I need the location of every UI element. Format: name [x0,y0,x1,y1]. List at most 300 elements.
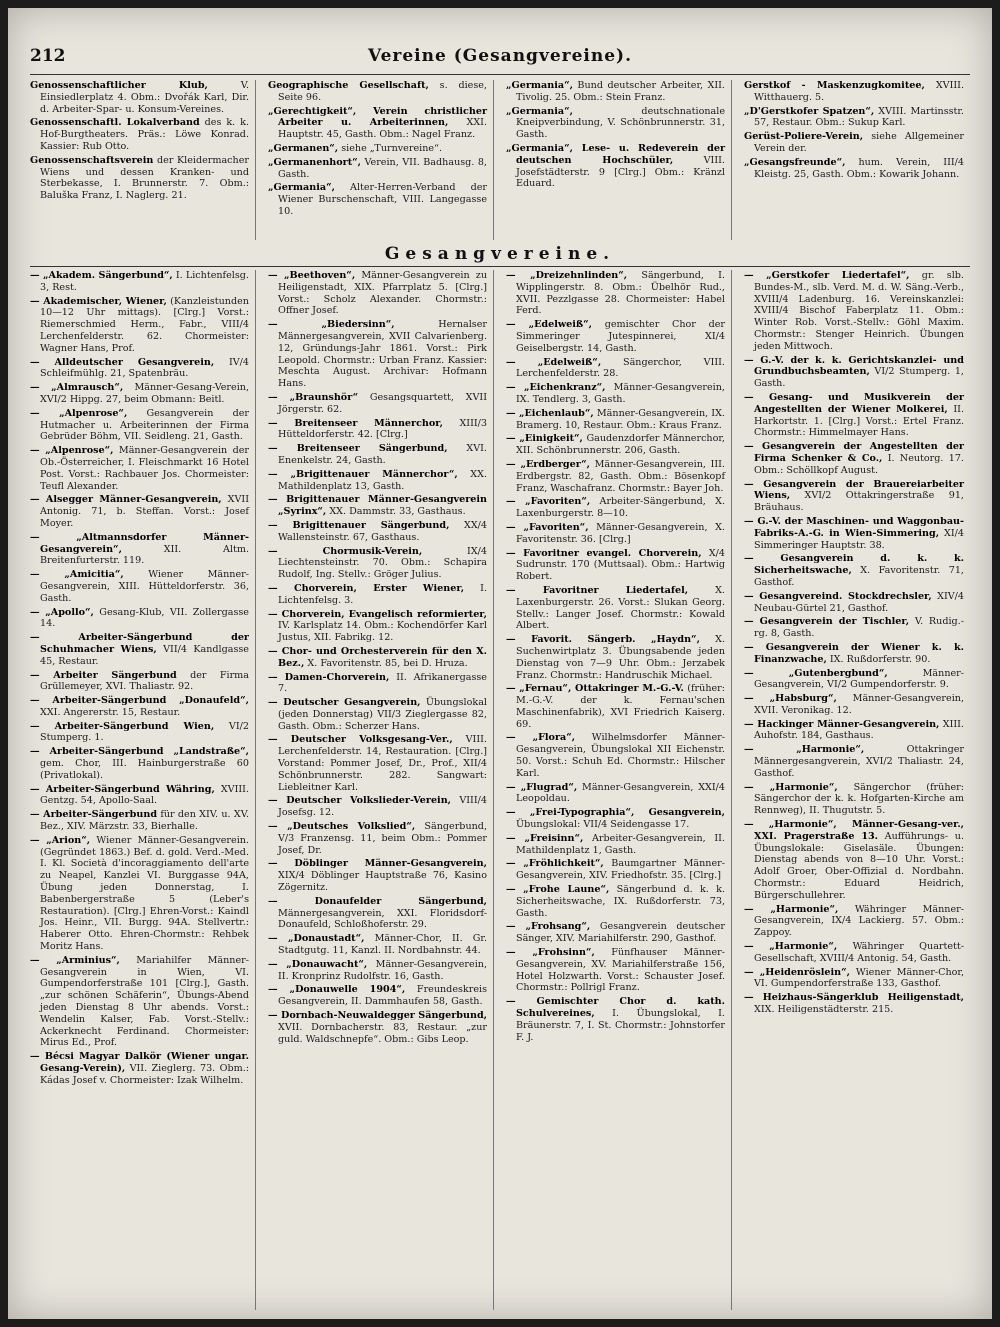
directory-entry [268,80,487,104]
directory-entry [506,634,725,681]
directory-entry [506,782,725,806]
main-column-3 [506,270,732,1310]
entry-text: Männer-Gesangverein, XVII. Veronikag. 12. [754,693,964,716]
directory-entry [30,532,249,567]
entry-text: Sängerchor (früher: Sängerchor der k. k. Hofgarten-Kirche am Rennweg), II. Thugutstr. 5. [754,781,964,817]
directory-entry [268,1010,487,1045]
directory-entry [30,270,249,294]
entry-name: „Germania“, [506,105,573,117]
entry-name: — „Heidenröslein“, [744,966,850,978]
entry-text: XIX/4 Döblinger Hauptstraße 76, Kasino Zögernitz. [278,870,487,894]
entry-name: — Favorit. Sängerb. „Haydn“, [506,634,700,646]
entry-text: Männer-Gesangverein, IX. Tendlerg. 3, Gasth. [516,382,725,405]
entry-name: „Gerechtigkeit“, Verein christlicher Arbeiter u. Arbeiterinnen, [268,105,487,129]
entry-text: Währinger Quartett-Gesellschaft, XVIII/4 Antonig. 54, Gasth. [754,941,964,964]
entry-text: XVII Antonig. 71, b. Steffan. Vorst.: Josef Moyer. [40,494,249,529]
entry-name: — „Erdberger“, [506,458,591,470]
directory-entry [268,933,487,957]
directory-entry [506,459,725,494]
directory-entry [744,992,964,1016]
directory-entry [506,833,725,857]
directory-entry [268,270,487,317]
entry-name: — Chor- und Orchesterverein für den X. Bez., [268,645,487,669]
directory-entry [268,583,487,607]
entry-name: — „Deutsches Volkslied“, [268,821,416,833]
entry-name: — „Harmonie“, [744,781,838,793]
entry-name: — Gesangverein der Tischler, [744,616,910,628]
entry-text: gemischter Chor der Simmeringer Jutespinnerei, XI/4 Geiselbergstr. 14, Gasth. [516,319,725,354]
entry-text: X. Favoritenstr. 71, Gasthof. [754,565,964,588]
entry-text: XX. Mathildenplatz 13, Gasth. [278,468,487,492]
entry-name: „Germania“, [268,182,335,194]
entry-name: — „Eichenlaub“, [506,407,594,419]
main-column-1 [30,270,256,1310]
entry-text: s. diese, Seite 96. [278,80,487,103]
entry-text: X. Favoritenstr. 85, bei D. Hruza. [307,657,468,669]
entry-text: XIII/3 Hütteldorferstr. 42. [Clrg.] [278,417,487,441]
directory-entry [30,955,249,1049]
directory-entry [506,884,725,919]
entry-name: — „Gutenbergbund“, [744,667,888,679]
top-column-4 [744,80,970,240]
directory-entry [30,746,249,781]
directory-entry [744,819,964,902]
directory-entry [506,270,725,317]
entry-name: — „Harmonie“, [744,941,838,953]
entry-name: — „Favoriten“, [506,496,591,508]
entry-text: XX. Dammstr. 33, Gasthaus. [329,506,466,518]
entry-text: Bund deutscher Arbeiter, XII. Tivolig. 25. Obm.: Stein Franz. [516,80,725,103]
directory-entry [268,795,487,819]
entry-text: Männer-Gesangverein zu Heiligenstadt, XIX. Pfarrplatz 5. [Clrg.] Vorst.: Scholz Alexander. Chormstr.: Offner Josef. [278,270,487,317]
entry-text: VII. Zieglerg. 73. Obm.: Kádas Josef v. Chormeister: Izak Wilhelm. [40,1063,249,1086]
entry-name: — Favoritner Liedertafel, [506,584,689,596]
directory-entry [268,609,487,644]
entry-text: Wiener Männer-Chor, VI. Gumpendorferstraße 133, Gasthof. [754,966,964,990]
entry-text: XXI. Hauptstr. 45, Gasth. Obm.: Nagel Franz. [278,117,487,141]
directory-entry [30,494,249,529]
directory-entry [30,357,249,381]
entry-text: Männer-Gesangverein, VI/2 Gumpendorferstr. 9. [754,667,964,691]
entry-text: I. Neutorg. 17. Obm.: Schöllkopf August. [754,452,964,476]
entry-name: — „Dreizehnlinden“, [506,270,628,281]
entry-text: Sängerchor, VIII. Lerchenfelderstr. 28. [516,356,725,380]
entry-text: (Kanzleistunden 10—12 Uhr mittags). [Clrg.] Vorst.: Riemerschmied Herm., Fabr., VIII/4 Lerchenfelderstr. 62. Chormeister: Wagner Hans, Prof. [40,295,249,354]
entry-name: — Bécsi Magyar Dalkör (Wiener ungar. Gesang-Verein), [30,1051,249,1074]
entry-name: Genossenschaftsverein [30,154,154,166]
entry-name: — Donaufelder Sängerbund, [268,895,487,907]
directory-entry [30,408,249,443]
entry-name: — „Brigittenauer Männerchor“, [268,468,458,480]
entry-name: — Gesang- und Musikverein der Angestellten der Wiener Molkerei, [744,391,964,415]
entry-text: siehe Allgemeiner Verein der. [754,131,964,154]
entry-text: Hernalser Männergesangverein, XVII Calvarienberg. 12, Gründungs-Jahr 1861. Vorst.: Pirk Leopold. Chormstr.: Urban Franz. Kassier: Meschta August. Archivar: Hofmann Hans. [278,319,487,390]
entry-name: Gerüst-Poliere-Verein, [744,131,864,143]
directory-entry [30,784,249,808]
entry-name: — Hackinger Männer-Gesangverein, [744,718,940,730]
entry-text: Männer-Gesangverein, X. Favoritenstr. 36. [Clrg.] [516,521,725,545]
entry-text: XIX. Heiligenstädterstr. 215. [754,1004,894,1016]
entry-text: Arbeiter-Gesangverein, II. Mathildenplatz 1, Gasth. [516,832,725,856]
entry-name: — Alsegger Männer-Gesangverein, [30,494,222,506]
entry-text: Fünfhauser Männer-Gesangverein, XV. Mariahilferstraße 156, Hotel Holzwarth. Vorst.: Schauster Josef. Chormstr.: Pollrigl Franz. [516,947,725,994]
entry-text: Wilhelmsdorfer Männer-Gesangverein, Übungslokal XII Eichenstr. 50. Vorst.: Schuh Ed. Chormstr.: Hilscher Karl. [516,732,725,779]
entry-text: XIV/4 Neubau-Gürtel 21, Gasthof. [754,590,964,614]
directory-entry [268,106,487,141]
entry-name: — Arbeiter-Sängerbund der Schuhmacher Wiens, [30,632,249,655]
directory-entry [268,418,487,442]
entry-name: — „Biedersinn“, [268,319,395,331]
entry-name: — Gesangverein der Wiener k. k. Finanzwache, [744,641,964,665]
directory-entry [506,548,725,583]
directory-entry [30,296,249,355]
entry-text: I. Übungslokal, I. Bräunerstr. 7, I. St. Chormstr.: Johnstorfer F. J. [516,1008,725,1043]
entry-text: V. Rudig.-rg. 8, Gasth. [754,616,964,640]
running-title: Vereine (Gesangvereine). [367,46,633,66]
entry-name: — Chorverein, Erster Wiener, [268,582,465,594]
directory-entry [30,721,249,745]
entry-name: Genossenschaftl. Lokalverband [30,117,200,129]
directory-entry [744,782,964,817]
entry-name: — „Almrausch“, [30,382,124,394]
entry-name: — „Donaustadt“, [268,933,365,945]
entry-text: XVIII. Gentzg. 54, Apollo-Saal. [40,783,249,807]
directory-entry [268,646,487,670]
directory-entry [30,695,249,719]
entry-text: des k. k. Hof-Burgtheaters. Präs.: Löwe Konrad. Kassier: Rub Otto. [40,117,249,152]
main-entry-columns [30,270,970,1310]
entry-text: V. Einsiedlerplatz 4. Obm.: Dvořák Karl, Dir. d. Arbeiter-Spar- u. Konsum-Vereines. [40,80,249,115]
entry-name: — „Harmonie“, [744,903,839,915]
entry-name: — Arbeiter-Sängerbund [30,809,158,821]
directory-entry [30,382,249,406]
entry-text: hum. Verein, III/4 Kleistg. 25, Gasth. Obm.: Kowarik Johann. [754,156,964,180]
entry-text: gr. slb. Bundes-M., slb. Verd. M. d. W. Säng.-Verb., XVIII/4 Ladenburg. 16. Vereinskanzlei: XVIII/4 Bischof Faberplatz 11. Obm.: Winter Rob. Vorst.-Stellv.: Göhl Maxim. Chormstr.: Stenger Heinrich. Übungen jeden Mittwoch. [754,270,964,352]
entry-text: Verein, VII. Badhausg. 8, Gasth. [278,156,487,180]
directory-entry [744,479,964,514]
directory-entry [506,382,725,406]
directory-entry [744,131,964,155]
entry-name: — G.-V. der Maschinen- und Waggonbau-Fabriks-A.-G. in Wien-Simmering, [744,515,964,539]
entry-text: II. Harkortstr. 1. [Clrg.] Vorst.: Ertel Franz. Chormstr.: Himmelmayer Hans. [754,403,964,439]
entry-name: „Germania“, [506,80,573,91]
entry-text: Freundeskreis Gesangverein, II. Dammhaufen 58, Gasth. [278,984,487,1008]
directory-entry [268,672,487,696]
entry-text: gem. Chor, III. Hainburgerstraße 60 (Privatlokal). [40,758,249,781]
entry-name: — „Favoriten“, [506,521,589,533]
directory-entry [30,809,249,833]
entry-name: — Alldeutscher Gesangverein, [30,356,215,368]
entry-text: VI/2 Stumperg. 1. [40,720,249,744]
entry-name: „D'Gerstkofer Spatzen“, [744,105,875,117]
entry-name: — „Fernau“, Ottakringer M.-G.-V. [506,683,684,695]
section-title: Gesangvereine. [384,244,616,264]
directory-entry [268,896,487,931]
entry-name: — Heizhaus-Sängerklub Heiligenstadt, [744,992,964,1004]
entry-text: IX/4 Liechtensteinstr. 70. Obm.: Schapira Rudolf, Ing. Stellv.: Gröger Julius. [278,545,487,581]
entry-name: — Favoritner evangel. Chorverein, [506,547,702,559]
entry-name: — „Frohe Laune“, [506,884,610,896]
directory-entry [506,732,725,779]
directory-entry [744,967,964,991]
directory-entry [744,693,964,717]
entry-name: — Arbeiter-Sängerbund Wien, [30,720,215,732]
entry-name: — Damen-Chorverein, [268,671,390,683]
directory-entry [744,642,964,666]
entry-name: — „Fröhlichkeit“, [506,858,604,870]
directory-entry [506,106,725,141]
entry-name: — Döblinger Männer-Gesangverein, [268,858,487,870]
directory-entry [506,683,725,730]
entry-text: der Kleidermacher Wiens und dessen Kranken- und Sterbekasse, I. Brunnerstr. 7. Obm.: Baluška Franz, I. Naglerg. 21. [40,154,249,202]
entry-name: — Gesangvereind. Stockdrechsler, [744,590,932,602]
entry-name: — „Harmonie“, [744,744,865,756]
directory-entry [268,984,487,1008]
directory-entry [30,117,249,152]
entry-text: Männer-Gesangverein, II. Kronprinz Rudolfstr. 16, Gasth. [278,958,487,982]
entry-text: Männer-Chor, II. Gr. Stadtgutg. 11, Kanzl. II. Nordbahnstr. 44. [278,933,487,957]
entry-name: — „Braunshör“ [268,391,359,403]
directory-entry [268,319,487,390]
directory-entry [744,553,964,588]
entry-text: Wiener Männer-Gesangverein. (Gegründet 1863.) Bef. d. gold. Verd.-Med. I. Kl. Società d'incoraggiamento dell'arte zu Neapel, Kanzlei VI. Burggasse 94A, Übung jeden Donnerstag, I. Babenbergerstraße 5 (Leber's Restauration). [Clrg.] Ehren-Vorst.: Kaindl Jos. Heinr., VII. Burgg. 94A. Stellvertr.: Haberer Otto. Ehren-Chormstr.: Rehbek Moritz Hans. [40,834,249,953]
directory-entry [30,445,249,492]
directory-entry [744,355,964,390]
entry-text: XIII. Auhofstr. 184, Gasthaus. [754,718,964,742]
entry-name: — „Eichenkranz“, [506,382,606,394]
entry-name: — „Frohsinn“, [506,947,595,959]
entry-text: X/4 Sudrunstr. 170 (Muttsaal). Obm.: Hartwig Robert. [516,547,725,583]
entry-text: XVII. Dornbacherstr. 83, Restaur. „zur guld. Waldschnepfe“. Obm.: Gibs Leop. [278,1021,487,1045]
entry-text: IV/4 Schleifmühlg. 21, Spatenbräu. [40,356,249,380]
entry-name: — „Amicitia“, [30,569,124,581]
entry-name: — „Frohsang“, [506,921,591,933]
entry-name: — Breitenseer Sängerbund, [268,443,448,455]
entry-text: VI/2 Stumperg. 1, Gasth. [754,366,964,390]
section-rule [30,266,970,267]
directory-entry [268,469,487,493]
directory-entry [506,408,725,432]
entry-name: — „Donauwelle 1904“, [268,984,406,996]
entry-name: — Dornbach-Neuwaldegger Sängerbund, [268,1010,487,1022]
directory-entry [268,494,487,518]
entry-name: — „Flora“, [506,732,576,744]
directory-entry [506,357,725,381]
entry-name: — Breitenseer Männerchor, [268,417,443,429]
directory-entry [744,616,964,640]
directory-entry [744,719,964,743]
directory-entry [744,441,964,476]
entry-text: Männergesangverein, XXI. Floridsdorf-Donaufeld, Schloßhoferstr. 29. [278,907,487,931]
entry-text: I. Lichtenfelsg. 3, Rest. [40,270,249,293]
document-page [8,8,992,1319]
directory-entry [744,157,964,181]
directory-entry [506,585,725,632]
page-number: 212 [30,46,66,66]
entry-text: für den XIV. u. XV. Bez., XIV. Märzstr. 33, Bierhalle. [40,809,249,833]
entry-name: — „Altmannsdorfer Männer-Gesangverein“, [30,531,249,555]
entry-text: Sängerbund, I. Wipplingerstr. 8. Obm.: Übelhör Rud., XVII. Pezzlgasse 28. Chormeister: Habel Ferd. [516,270,725,317]
entry-name: — Gesangverein d. k. k. Sicherheitswache, [744,553,964,577]
entry-name: — „Arion“, [30,834,91,846]
directory-entry [744,591,964,615]
directory-entry [268,697,487,732]
entry-text: Mariahilfer Männer-Gesangverein in Wien, VI. Gumpendorferstraße 101 [Clrg.], Gasth. „zur schönen Schäferin“, Übungs-Abend jeden Dienstag 8 Uhr abends. Vorst.: Wendelin Kalser, Fab. Vorst.-Stellv.: Ackerknecht Ferdinand. Chormeister: Mirus Ed., Prof. [40,954,249,1049]
entry-text: XI/4 Simmeringer Hauptstr. 38. [754,527,964,551]
entry-text: Gesangverein deutscher Sänger, XIV. Mariahilferstr. 290, Gasthof. [516,921,725,945]
directory-entry [506,522,725,546]
directory-entry [268,143,487,155]
entry-text: VIII/4 Josefsg. 12. [278,795,487,819]
entry-text: XVI. Enenkelstr. 24, Gasth. [278,443,487,466]
directory-entry [506,496,725,520]
entry-text: VIII. Josefstädterstr. 9 [Clrg.] Obm.: Kränzl Eduard. [516,154,725,190]
entry-name: — Arbeiter Sängerbund [30,669,177,681]
entry-text: der Firma Grüllemeyer, XVI. Thaliastr. 92. [40,669,249,693]
entry-text: Übungslokal (jeden Donnerstag) VII/3 Zieglergasse 82, Gasth. Obm.: Scherzer Hans. [278,697,487,732]
entry-text: Männer-Gesang-Verein, XVI/2 Hippg. 27, beim Obmann: Beitl. [40,382,249,405]
entry-name: — Deutscher Volkslieder-Verein, [268,795,452,807]
entry-name: — „Arminius“, [30,954,120,966]
entry-name: — G.-V. der k. k. Gerichtskanzlei- und Grundbuchsbeamten, [744,354,964,378]
entry-text: VIII. Lerchenfelderstr. 14, Restauration. [Clrg.] Vorstand: Pommer Josef, Dr., Prof., XII/4 Schönbrunnerstr. 282. Sangwart: Liebleitner Karl. [278,734,487,793]
directory-entry [268,157,487,181]
entry-text: Sängerbund, V/3 Franzensg. 11, beim Obm.: Pommer Josef, Dr. [278,821,487,856]
directory-entry [744,80,964,104]
directory-entry [268,858,487,893]
entry-name: — Arbeiter-Sängerbund „Donaufeld“, [30,695,249,707]
header-rule [30,74,970,75]
entry-name: — Arbeiter-Sängerbund Währing, [30,783,215,795]
entry-text: Baumgartner Männer-Gesangverein, XIV. Friedhofstr. 35. [Clrg.] [516,858,725,882]
entry-name: — „Flugrad“, [506,781,578,793]
entry-text: IV. Karlsplatz 14. Obm.: Kochendörfer Karl Justus, XII. Fabrikg. 12. [278,620,487,644]
directory-entry [268,443,487,467]
directory-entry [30,569,249,604]
entry-text: Übungslokal: VII/4 Seidengasse 17. [516,819,690,831]
entry-text: II. Afrikanergasse 7. [278,671,487,695]
entry-text: (früher: M.-G.-V. der k. Fernau'schen Maschinenfabrik), XVI Friedrich Kaiserg. 69. [516,683,725,730]
entry-name: — „Habsburg“, [744,693,837,705]
main-column-4 [744,270,970,1310]
directory-entry [30,632,249,667]
directory-entry [268,546,487,581]
entry-name: — „Akadem. Sängerbund“, [30,270,173,281]
entry-name: — Arbeiter-Sängerbund „Landstraße“, [30,746,249,758]
directory-entry [744,744,964,779]
entry-text: X. Suchenwirtplatz 3. Übungsabende jeden Dienstag von 7—9 Uhr. Obm.: Jerzabek Franz. Chormstr.: Handruschik Michael. [516,634,725,681]
directory-entry [268,734,487,793]
entry-text: Wiener Männer-Gesangverein, XIII. Hütteldorferstr. 36, Gasth. [40,569,249,604]
entry-name: — „Freisinn“, [506,832,584,844]
entry-text: XVIII. Witthauerg. 5. [754,80,964,103]
entry-text: Männer-Gesangverein der Ob.-Österreicher, I. Fleischmarkt 16 Hotel Post. Vorst.: Rachbauer Jos. Chormeister: Teufl Alexander. [40,445,249,492]
directory-entry [30,155,249,202]
page-header [30,46,970,76]
entry-name: — Brigittenauer Sängerbund, [268,519,450,531]
entry-text: IX. Rußdorferstr. 90. [829,653,931,665]
entry-name: Geographische Gesellschaft, [268,80,429,91]
entry-text: I. Lichtenfelsg. 3. [278,582,487,606]
entry-text: Ottakringer Männergesangverein, XVI/2 Thaliastr. 24, Gasthof. [754,744,964,779]
top-column-3 [506,80,732,240]
directory-entry [506,921,725,945]
entry-name: — „Apollo“, [30,606,94,618]
entry-text: X. Laxenburgerstr. 26. Vorst.: Slukan Georg. Stellv.: Langer Josef. Chormstr.: Kowald Albert. [516,584,725,632]
entry-name: — „Frei-Typographia“, Gesangverein, [506,807,725,819]
entry-text: Aufführungs- u. Übungslokale: Giselasäle. Übungen: Dienstag abends von 8—10 Uhr. Vorst.: Adolf Groer, Ober-Offizial d. Nordbahn. Chormstr.: Eduard Heidrich, Bürgerschullehrer. [754,830,964,901]
entry-text: Männer-Gesangverein, III. Erdbergstr. 82, Gasth. Obm.: Bösenkopf Franz, Waschafranz. Chormstr.: Bayer Joh. [516,458,725,494]
entry-text: Männer-Gesangverein, XXI/4 Leopoldau. [516,781,725,805]
directory-entry [506,319,725,354]
entry-text: Arbeiter-Sängerbund, X. Laxenburgerstr. 8—10. [516,496,725,520]
top-column-2 [268,80,494,240]
entry-text: XXI. Angererstr. 15, Restaur. [40,706,181,718]
entry-name: — Akademischer, Wiener, [30,295,167,307]
directory-entry [506,996,725,1043]
entry-name: — „Alpenrose“, [30,407,128,419]
entry-text: VII/4 Kandlgasse 45, Restaur. [40,643,249,667]
entry-name: „Germania“, Lese- u. Redeverein der deutschen Hochschüler, [506,142,725,166]
directory-entry [268,821,487,856]
entry-text: Gesangsquartett, XVII Jörgerstr. 62. [278,391,487,415]
directory-entry [506,947,725,994]
directory-entry [744,392,964,439]
entry-name: — Deutscher Gesangverein, [268,697,421,709]
directory-entry [506,143,725,190]
directory-entry [268,520,487,544]
entry-name: — „Alpenrose“, [30,445,114,457]
directory-entry [744,106,964,130]
top-entry-columns [30,80,970,240]
entry-name: — „Beethoven“, [268,270,356,281]
top-column-1 [30,80,256,240]
directory-entry [30,607,249,631]
directory-entry [30,670,249,694]
entry-text: Gesangverein der Hutmacher u. Arbeiterinnen der Firma Gebrüder Böhm, VII. Seidleng. 21, Gasth. [40,407,249,443]
directory-entry [506,807,725,831]
entry-name: — „Harmonie“, Männer-Gesang-ver., XXI. Pragerstraße 13. [744,819,964,842]
main-column-2 [268,270,494,1310]
entry-name: Gerstkof - Maskenzugkomitee, [744,80,925,91]
directory-entry [30,1051,249,1086]
entry-name: — Brigittenauer Männer-Gesangverein „Syrinx“, [268,494,487,518]
directory-entry [744,516,964,551]
directory-entry [30,835,249,953]
entry-text: Gesang-Klub, VII. Zollergasse 14. [40,606,249,630]
entry-name: — Chormusik-Verein, [268,545,423,557]
entry-text: Gaudenzdorfer Männerchor, XII. Schönbrunnerstr. 206, Gasth. [516,433,725,457]
directory-entry [506,433,725,457]
entry-name: — Deutscher Volksgesang-Ver., [268,734,453,746]
entry-name: — Gesangverein der Angestellten der Firma Schenker & Co., [744,441,964,464]
entry-name: „Germanen“, [268,142,339,154]
entry-name: „Germanenhort“, [268,156,362,168]
directory-entry [744,904,964,939]
entry-text: Männer-Gesangverein, IX. Bramerg. 10, Restaur. Obm.: Kraus Franz. [516,407,725,431]
directory-entry [744,941,964,965]
entry-text: Währinger Männer-Gesangverein, IX/4 Lackierg. 57. Obm.: Zappoy. [754,903,964,939]
directory-entry [268,959,487,983]
directory-entry [744,270,964,353]
entry-text: Sängerbund d. k. k. Sicherheitswache, IX. Rußdorferstr. 73, Gasth. [516,884,725,919]
entry-name: — „Edelweiß“, [506,319,593,331]
entry-name: — Chorverein, Evangelisch reformierter, [268,608,487,620]
entry-text: deutschnationale Kneipverbindung, V. Schönbrunnerstr. 31, Gasth. [516,105,725,141]
directory-entry [268,392,487,416]
entry-name: — „Donauwacht“, [268,958,368,970]
directory-entry [506,80,725,104]
